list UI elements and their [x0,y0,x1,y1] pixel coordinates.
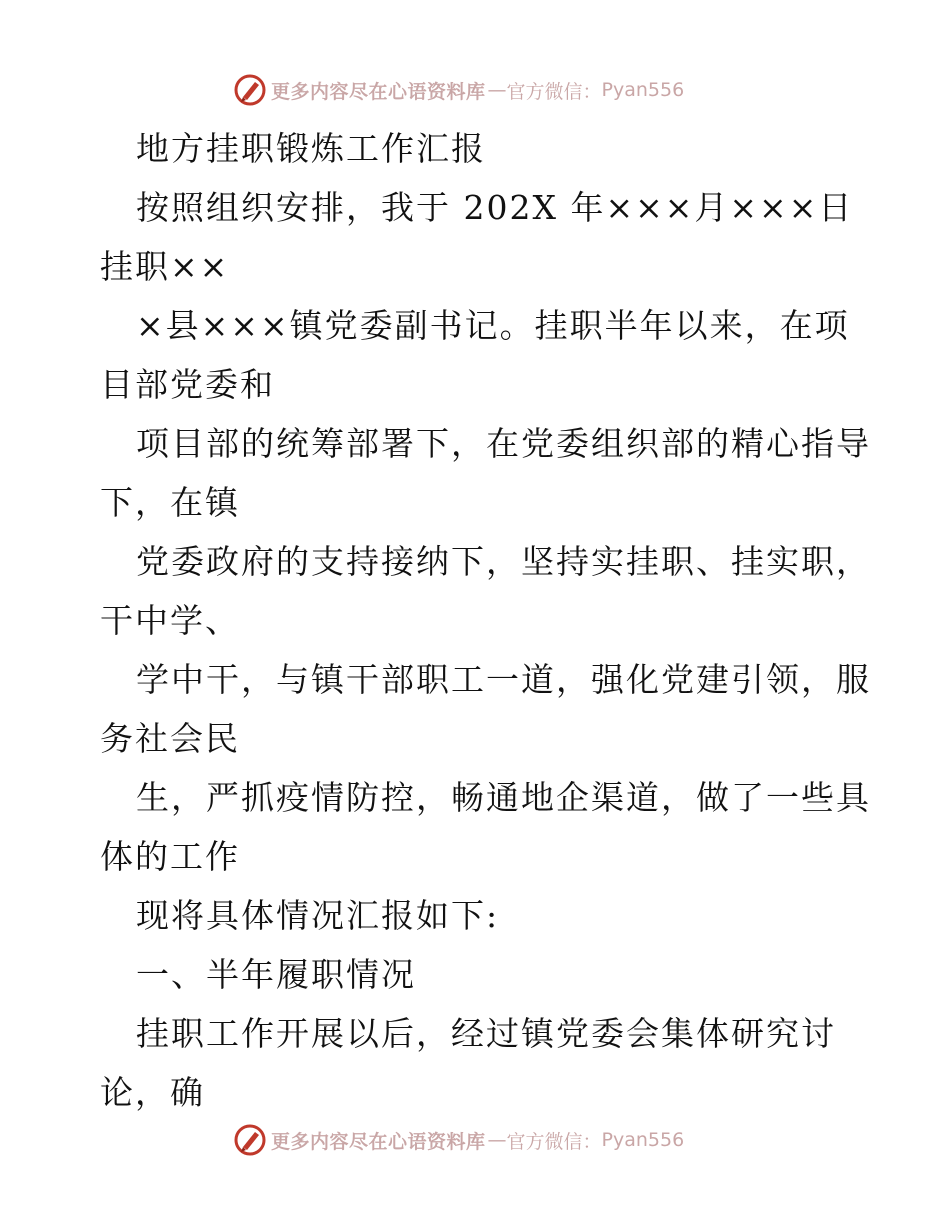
header-banner [233,70,684,110]
paragraph-2: ×县×××镇党委副书记。挂职半年以来，在项 目部党委和 [100,306,850,404]
paragraph-8: 挂职工作开展以后，经过镇党委会集体研究讨 论，确 [100,1014,836,1112]
banner-brand-text: 更多内容尽在心语资料库 [271,1130,486,1153]
section-heading-1: 一、半年履职情况 [136,955,416,994]
paragraph-3: 项目部的统筹部署下，在党委组织部的精心指导 下，在镇 [100,424,871,522]
pen-logo-icon [233,73,267,107]
document-body [100,119,871,1122]
paragraph-5: 学中干，与镇干部职工一道，强化党建引领，服 务社会民 [100,660,871,758]
paragraph-4: 党委政府的支持接纳下，坚持实挂职、挂实职， 干中学、 [100,542,871,640]
paragraph-7: 现将具体情况汇报如下: [136,896,500,935]
banner-separator: — [487,1129,507,1151]
banner-brand-text: 更多内容尽在心语资料库 [271,80,486,103]
paragraph-1: 按照组织安排，我于 202X 年×××月×××日 挂职×× [100,188,854,286]
banner-wechat-id: Pyan556 [601,79,685,101]
banner-wechat-id: Pyan556 [601,1129,685,1151]
banner-wechat-label: 官方微信： [506,80,602,103]
document-title: 地方挂职锻炼工作汇报 [136,129,486,168]
footer-banner [233,1120,684,1160]
paragraph-6: 生，严抓疫情防控，畅通地企渠道，做了一些具 体的工作 [100,778,871,876]
pen-logo-icon [233,1123,267,1157]
banner-wechat-label: 官方微信： [506,1130,602,1153]
banner-separator: — [487,79,507,101]
